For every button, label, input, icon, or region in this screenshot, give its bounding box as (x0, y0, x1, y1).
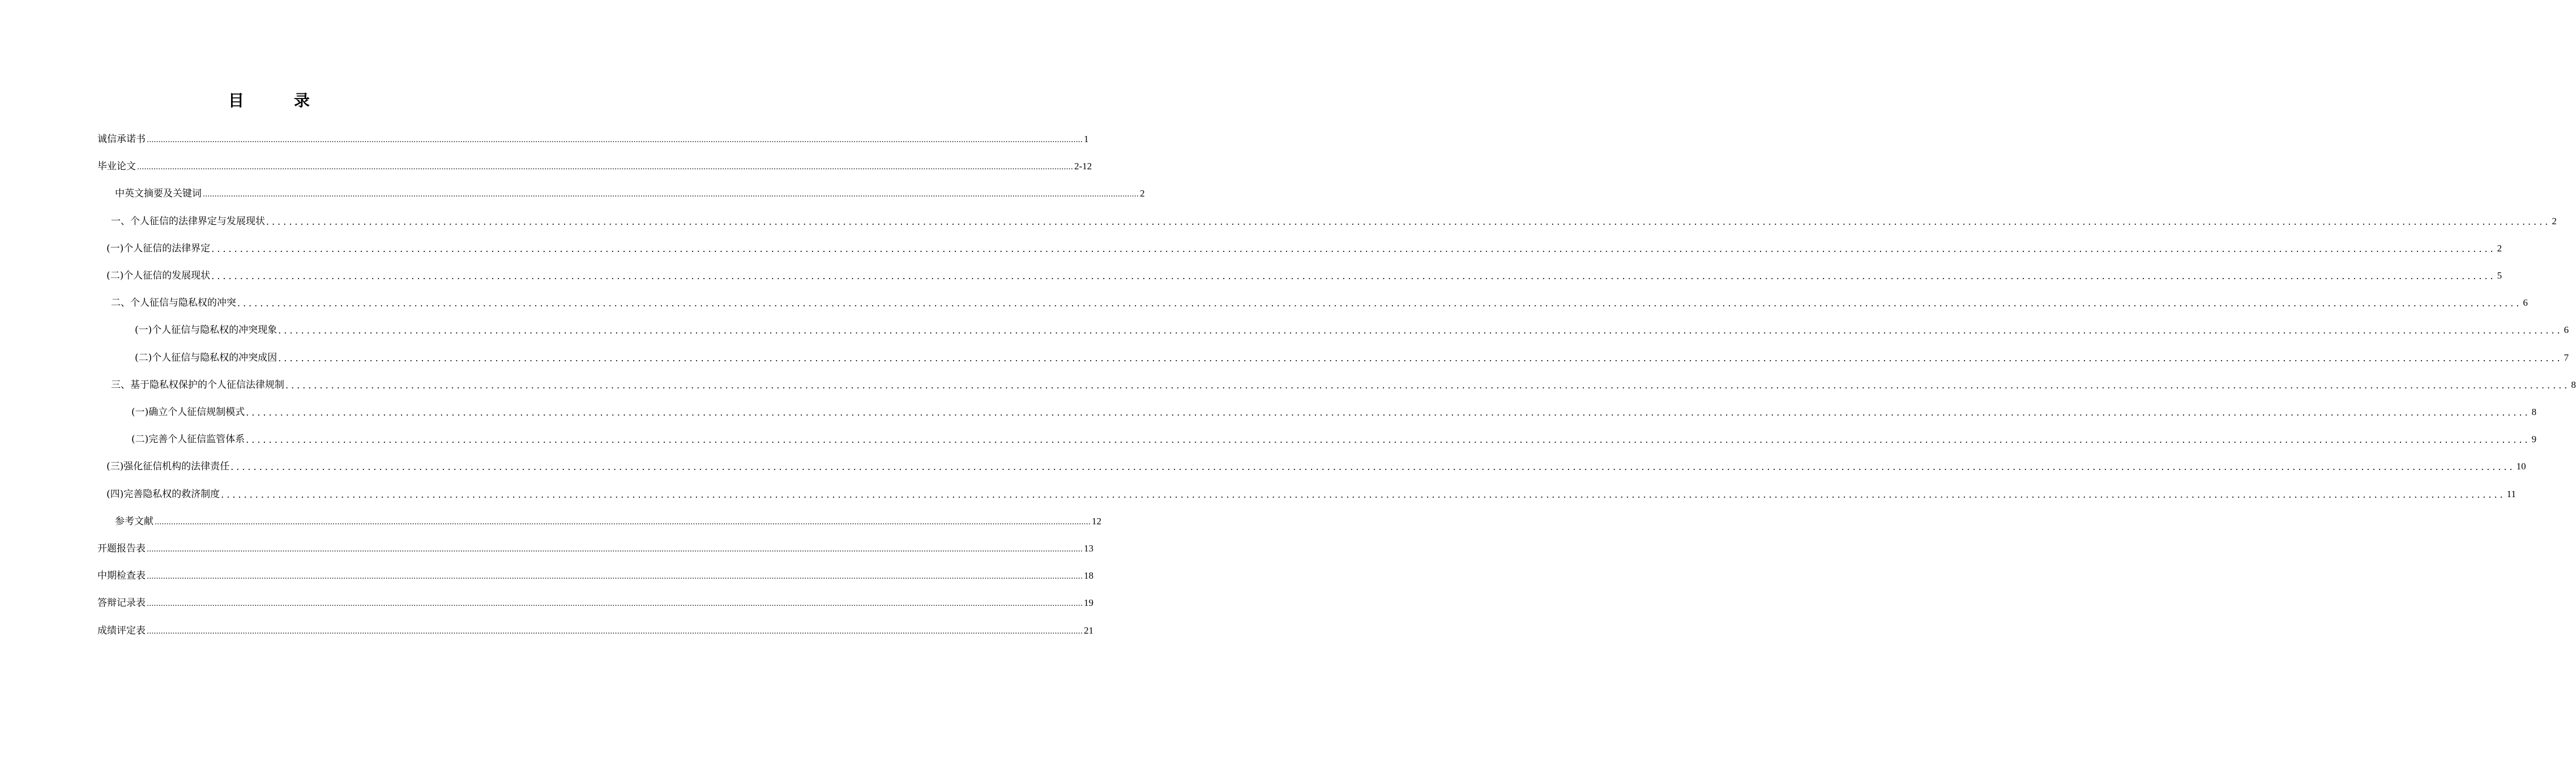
toc-dot-leader: ................................................................................................................................................................................................................................................................................................................................................................................................................ (147, 600, 1083, 609)
toc-dot-leader: ................................................................................................................................................................................................................................................................................................................................................................................................................ (266, 216, 2551, 227)
toc-dot-leader: ................................................................................................................................................................................................................................................................................................................................................................................................................ (147, 545, 1083, 554)
toc-entry (106, 484, 2517, 501)
toc-entry (111, 211, 2557, 228)
toc-dot-leader: ................................................................................................................................................................................................................................................................................................................................................................................................................ (246, 407, 2531, 418)
toc-entry-page-number: 11 (2506, 488, 2517, 499)
toc-entry-label: 诚信承诺书 (97, 134, 146, 145)
toc-dot-leader: ................................................................................................................................................................................................................................................................................................................................................................................................................ (237, 298, 2522, 309)
toc-entry-label: (四)完善隐私权的救济制度 (106, 488, 220, 500)
toc-entry (97, 538, 1093, 555)
toc-entry (111, 293, 2528, 310)
toc-entry-page-number: 21 (1083, 625, 1093, 636)
toc-entry-page-number: 9 (2531, 434, 2537, 445)
toc-entry (131, 429, 2537, 446)
toc-entry (97, 156, 1092, 173)
toc-entry (106, 266, 2502, 283)
toc-entry-page-number: 5 (2497, 270, 2502, 281)
toc-dot-leader: ................................................................................................................................................................................................................................................................................................................................................................................................................ (147, 572, 1083, 582)
toc-entry (115, 511, 1101, 528)
toc-entry-label: 答辩记录表 (97, 597, 146, 609)
toc-entry-page-number: 2-12 (1074, 161, 1092, 172)
toc-entry (97, 129, 1089, 146)
toc-entry-label: (一)个人征信的法律界定 (106, 242, 211, 254)
toc-entry-label: 二、个人征信与隐私权的冲突 (111, 297, 236, 309)
toc-entry-label: 一、个人征信的法律界定与发展现状 (111, 215, 265, 227)
toc-entry-label: 参考文献 (115, 515, 153, 527)
toc-dot-leader: ................................................................................................................................................................................................................................................................................................................................................................................................................ (203, 190, 1139, 199)
toc-entry (135, 348, 2569, 365)
toc-entry (97, 566, 1093, 583)
toc-dot-leader: ................................................................................................................................................................................................................................................................................................................................................................................................................ (230, 461, 2515, 473)
toc-entry-page-number: 6 (2564, 324, 2569, 336)
toc-dot-leader: ................................................................................................................................................................................................................................................................................................................................................................................................................ (285, 379, 2570, 391)
toc-entry-label: (二)个人征信的发展现状 (106, 270, 211, 281)
toc-entry (106, 456, 2526, 473)
toc-dot-leader: ................................................................................................................................................................................................................................................................................................................................................................................................................ (147, 136, 1083, 144)
toc-entry-page-number: 2 (2552, 215, 2557, 226)
toc-dot-leader: ................................................................................................................................................................................................................................................................................................................................................................................................................ (147, 627, 1083, 636)
toc-dot-leader: ................................................................................................................................................................................................................................................................................................................................................................................................................ (137, 163, 1073, 172)
toc-entry-page-number: 19 (1083, 597, 1093, 609)
toc-entry (97, 621, 1093, 638)
toc-entry-page-number: 2 (1139, 188, 1145, 199)
toc-entry-label: (一)个人征信与隐私权的冲突现象 (135, 324, 277, 336)
toc-entry (111, 375, 2576, 392)
toc-entry (135, 320, 2569, 337)
toc-entry-page-number: 6 (2523, 297, 2528, 309)
toc-entry-label: (三)强化征信机构的法律责任 (106, 461, 230, 473)
toc-entry-page-number: 18 (1083, 570, 1093, 582)
toc-entry-label: (二)完善个人征信监管体系 (131, 434, 245, 446)
toc-entry-page-number: 8 (2571, 379, 2576, 390)
toc-dot-leader: ................................................................................................................................................................................................................................................................................................................................................................................................................ (278, 325, 2563, 336)
toc-title: 目 录 (228, 91, 327, 110)
toc-entry-label: 中英文摘要及关键词 (115, 188, 202, 200)
toc-dot-leader: ................................................................................................................................................................................................................................................................................................................................................................................................................ (211, 271, 2496, 281)
toc-entry-label: 开题报告表 (97, 543, 146, 554)
toc-entry-label: 中期检查表 (97, 570, 146, 582)
toc-dot-leader: ................................................................................................................................................................................................................................................................................................................................................................................................................ (246, 434, 2531, 446)
toc-entry (97, 593, 1093, 610)
toc-entry-label: 三、基于隐私权保护的个人征信法律规制 (111, 379, 284, 391)
toc-entry-label: 成绩评定表 (97, 625, 146, 636)
toc-entry (131, 402, 2537, 419)
toc-entry-page-number: 8 (2531, 407, 2537, 417)
toc-dot-leader: ................................................................................................................................................................................................................................................................................................................................................................................................................ (211, 243, 2496, 254)
toc-dot-leader: ................................................................................................................................................................................................................................................................................................................................................................................................................ (278, 352, 2563, 364)
toc-entry-label: (一)确立个人征信规制模式 (131, 407, 245, 418)
toc-entry-page-number: 7 (2564, 352, 2569, 363)
toc-dot-leader: ................................................................................................................................................................................................................................................................................................................................................................................................................ (221, 489, 2506, 500)
toc-entry-page-number: 13 (1083, 543, 1093, 554)
toc-entry-page-number: 10 (2516, 461, 2526, 472)
toc-entry-label: 毕业论文 (97, 161, 136, 173)
toc-entry-page-number: 12 (1091, 515, 1101, 527)
toc-entry (115, 183, 1145, 200)
toc-entry-page-number: 1 (1083, 134, 1089, 144)
toc-entry (106, 238, 2502, 255)
toc-entry-label: (二)个人征信与隐私权的冲突成因 (135, 352, 277, 364)
toc-entry-page-number: 2 (2497, 242, 2502, 254)
toc-dot-leader: ................................................................................................................................................................................................................................................................................................................................................................................................................ (155, 518, 1091, 527)
